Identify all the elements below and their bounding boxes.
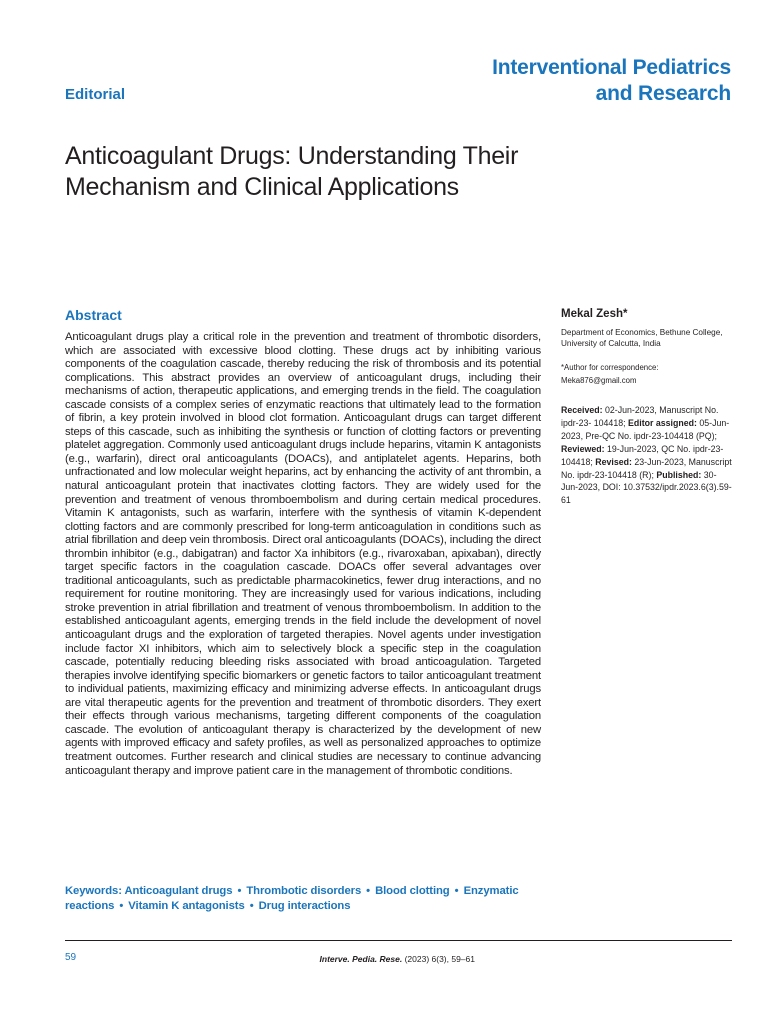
- keywords-label: Keywords:: [65, 885, 122, 897]
- section-label: Editorial: [65, 86, 126, 103]
- keyword-separator: •: [119, 900, 124, 912]
- correspondence-email: Meka876@gmail.com: [561, 376, 637, 385]
- keyword: Blood clotting: [375, 885, 450, 897]
- keyword: Drug interactions: [258, 900, 351, 912]
- correspondence-label: *Author for correspondence:: [561, 363, 659, 372]
- keyword-separator: •: [454, 885, 459, 897]
- citation-volume: (2023) 6(3), 59–61: [404, 954, 475, 964]
- author-name: Mekal Zesh*: [561, 308, 628, 320]
- revised-text: 23-Jun-2023, Manuscript No. ipdr-23-104418 (R);: [561, 456, 732, 480]
- page-number: 59: [65, 952, 77, 963]
- journal-name-line1: Interventional Pediatrics: [492, 56, 731, 79]
- reviewed-text: 19-Jun-2023, QC No. ipdr-23-104418;: [561, 443, 724, 467]
- citation-journal: Interve. Pedia. Rese.: [319, 954, 403, 964]
- editor-assigned-label: Editor assigned:: [628, 417, 697, 428]
- published-label: Published:: [656, 469, 702, 480]
- editor-assigned-text: 05-Jun-2023, Pre-QC No. ipdr-23-104418 (PQ);: [561, 417, 730, 441]
- keyword: Thrombotic disorders: [246, 885, 362, 897]
- keyword-separator: •: [237, 885, 242, 897]
- keyword: Vitamin K antagonists: [128, 900, 245, 912]
- keyword: Anticoagulant drugs: [124, 885, 233, 897]
- journal-name: [492, 55, 731, 107]
- reviewed-label: Reviewed:: [561, 443, 605, 454]
- article-title: Anticoagulant Drugs: Understanding Their Mechanism and Clinical Applications: [65, 142, 519, 201]
- journal-name-line2: and Research: [595, 82, 731, 105]
- keyword-separator: •: [366, 885, 371, 897]
- abstract-heading: Abstract: [65, 307, 122, 323]
- keywords: [65, 884, 545, 914]
- author-affiliation: Department of Economics, Bethune College, University of Calcutta, India: [561, 328, 723, 348]
- published-text: 30-Jun-2023, DOI: 10.37532/ipdr.2023.6(3).59-61: [561, 469, 732, 506]
- received-label: Received:: [561, 405, 603, 415]
- footer-divider: [65, 940, 732, 941]
- abstract-body: Anticoagulant drugs play a critical role in the prevention and treatment of thrombotic disorders, which are associated with excessive blood clotting. These drugs act by inhibiting various components of the coagulation cascade, thereby reducing the risk of thrombosis and its potential complications. This abstract provides an overview of anticoagulant drugs, including their mechanisms of action, therapeutic applications, and emerging trends in the field. The coagulation cascade consists of a complex series of enzymatic reactions that ultimately lead to the formation of fibrin, a key protein involved in blood clot formation. Anticoagulant drugs can target different steps of this cascade, such as inhibiting the synthesis or function of clotting factors or preventing platelet aggregation. Commonly used anticoagulant drugs include heparins, vitamin K antagonists (e.g., warfarin), direct oral anticoagulants (DOACs), and antiplatelet agents. Heparins, both unfractionated and low molecular weight heparins, act by enhancing the activity of ant thrombin, a natural anticoagulant protein that inactivates clotting factors. They are widely used for the prevention and treatment of venous thromboembolism and during certain medical procedures. Vitamin K antagonists, such as warfarin, interfere with the synthesis of vitamin K-dependent clotting factors and are commonly prescribed for long-term anticoagulation in conditions such as atrial fibrillation and deep vein thrombosis. Direct oral anticoagulants (DOACs), including the direct thrombin inhibitor (e.g., dabigatran) and factor Xa inhibitors (e.g., rivaroxaban, apixaban), directly target specific factors in the coagulation cascade. DOACs offer several advantages over traditional anticoagulants, such as predictable pharmacokinetics, fewer drug interactions, and no requirement for routine monitoring. They are increasingly used for various indications, including stroke prevention in atrial fibrillation and treatment of venous thromboembolism. In addition to the established anticoagulant agents, emerging trends in the field include the development of novel anticoagulant drugs and the exploration of targeted therapies. Novel agents under investigation include factor XI inhibitors, which aim to selectively block a specific step in the coagulation cascade, potentially reducing bleeding risks associated with broad anticoagulation. Targeted therapies involve identifying specific biomarkers or genetic factors to tailor anticoagulant treatment to individual patients, maximizing efficacy and minimizing adverse effects. In anticoagulant drugs are vital therapeutic agents for the prevention and treatment of thrombotic disorders. They exert their effects through various mechanisms, targeting different components of the coagulation cascade. The evolution of anticoagulant therapy is characterized by the development of new agents with improved efficacy and safety profiles, as well as personalized approaches to optimize treatment outcomes. Further research and clinical studies are necessary to continue advancing anticoagulant therapy and improve patient care in the management of thrombotic conditions.: [65, 331, 541, 777]
- author-block: [561, 307, 733, 507]
- revised-label: Revised:: [595, 456, 632, 467]
- footer-citation: [320, 953, 475, 965]
- keyword: Enzymatic reactions: [65, 885, 519, 912]
- received-text: 02-Jun-2023, Manuscript No. ipdr-23- 104418;: [561, 405, 719, 428]
- keyword-separator: •: [249, 900, 254, 912]
- article-history: [561, 404, 733, 507]
